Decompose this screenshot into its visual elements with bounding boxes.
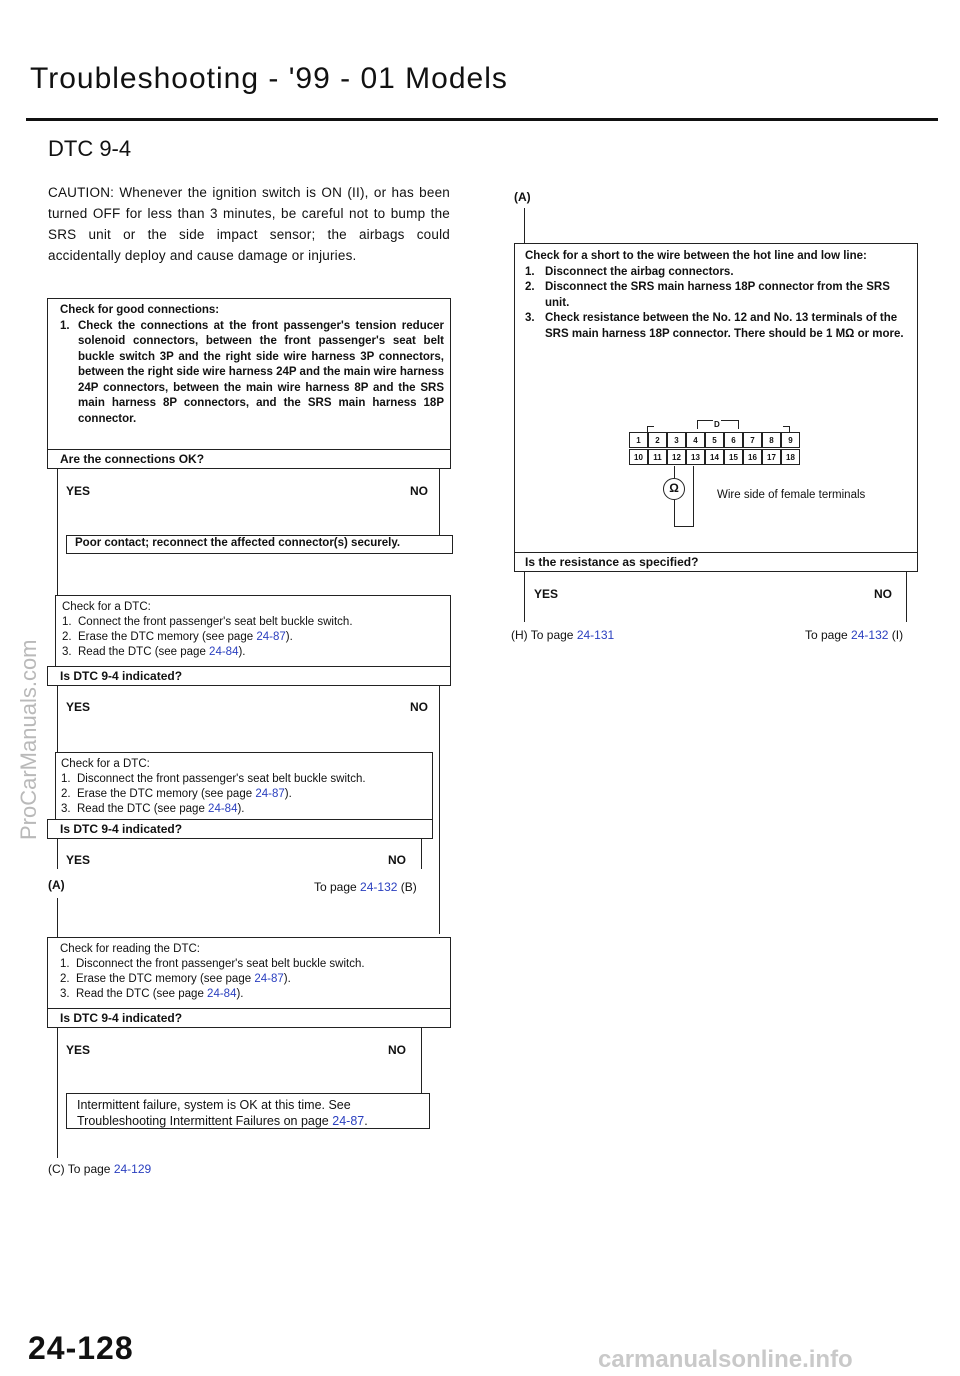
to-page-c-ref[interactable] [48, 1162, 151, 1176]
page-link-24-132[interactable]: 24-132 [851, 628, 889, 642]
side-watermark: ProCarManuals.com [16, 639, 41, 840]
connector-pin: 6 [724, 432, 743, 448]
step-number: 2. [62, 631, 72, 643]
connector-caption: Wire side of female terminals [717, 489, 866, 501]
connector-a-label: (A) [514, 190, 531, 204]
connector-pin: 2 [648, 432, 667, 448]
connector-pin: 8 [762, 432, 781, 448]
page-link-24-87[interactable]: 24-87 [254, 973, 284, 985]
check-dtc-box-1 [55, 595, 451, 667]
question-text: Are the connections OK? [60, 452, 205, 466]
yes-label: YES [66, 1043, 91, 1057]
step-text: Connect the front passenger's seat belt buckle switch. [78, 616, 353, 628]
probe-wire [693, 466, 694, 504]
step-number: 1. [60, 319, 70, 332]
page-link-24-87[interactable]: 24-87 [255, 788, 285, 800]
check-connections-box [47, 298, 451, 450]
step-number: 2. [61, 788, 71, 800]
ref-suffix: (I) [888, 628, 904, 642]
step-text: Read the DTC (see page 24-84). [78, 646, 246, 658]
connector-pin: 7 [743, 432, 762, 448]
connector-pin: 18 [781, 449, 800, 465]
connector-tab-label: D [713, 417, 721, 433]
page-link-24-84[interactable]: 24-84 [207, 988, 237, 1000]
box1-heading: Check for good connections: [60, 304, 220, 316]
to-page-h-ref[interactable] [511, 628, 614, 642]
flow-line [524, 572, 525, 622]
flow-line [439, 469, 440, 537]
box4-steps [60, 957, 450, 1002]
flow-line [421, 1028, 422, 1094]
list-item [525, 280, 911, 311]
box2-question [47, 666, 451, 686]
step-text: Disconnect the front passenger's seat belt buckle switch. [76, 958, 365, 970]
page-title: Troubleshooting - '99 - 01 Models [30, 62, 508, 95]
title-rule [26, 118, 938, 121]
page-link-24-87[interactable]: 24-87 [256, 631, 286, 643]
connector-pin: 1 [629, 432, 648, 448]
ref-prefix: To page [314, 880, 361, 894]
ohmmeter-icon: Ω [663, 478, 685, 500]
step-text: Erase the DTC memory (see page 24-87). [77, 788, 292, 800]
connector-pin: 12 [667, 449, 686, 465]
flow-line [439, 686, 440, 934]
list-item [62, 630, 450, 645]
result-text: Intermittent failure, system is OK at this time. See Troubleshooting Intermittent Failures on page [77, 1098, 351, 1128]
page-link-24-87[interactable]: 24-87 [332, 1114, 365, 1128]
probe-wire [674, 466, 675, 478]
no-label: NO [410, 484, 428, 498]
list-item [62, 645, 450, 660]
step-text: Erase the DTC memory (see page 24-87). [78, 631, 293, 643]
connector-pin: 3 [667, 432, 686, 448]
step-text: Read the DTC (see page 24-84). [77, 803, 245, 815]
probe-wire [693, 504, 694, 526]
box4-question [47, 1008, 451, 1028]
page-subtitle: DTC 9-4 [48, 136, 132, 161]
check-short-box [514, 243, 918, 553]
page-link-24-129[interactable]: 24-129 [113, 1162, 152, 1176]
connector-pin: 15 [724, 449, 743, 465]
step-text: Erase the DTC memory (see page 24-87). [76, 973, 291, 985]
yes-label: YES [66, 853, 91, 867]
no-label: NO [874, 587, 892, 601]
question-text: Is the resistance as specified? [525, 555, 699, 569]
box2-steps [62, 615, 450, 660]
question-text: Is DTC 9-4 indicated? [60, 1011, 183, 1025]
step-number: 3. [61, 803, 71, 815]
step-number: 1. [525, 265, 535, 278]
step-text: Read the DTC (see page 24-84). [76, 988, 244, 1000]
connector-pin: 16 [743, 449, 762, 465]
connector-pin: 13 [686, 449, 705, 465]
caution-text: CAUTION: Whenever the ignition switch is ON (II), or has been turned OFF for less than 3 minutes, be careful not to bump the SRS unit or the side impact sensor; the airbags could accidentally deploy and cause damage or injuries. [48, 185, 450, 263]
probe-wire [674, 526, 694, 527]
to-page-b-ref[interactable] [314, 880, 417, 894]
step-number: 1. [61, 773, 71, 785]
page-link-24-84[interactable]: 24-84 [209, 646, 239, 658]
box2-heading: Check for a DTC: [62, 601, 151, 613]
right-heading: Check for a short to the wire between the hot line and low line: [525, 250, 867, 262]
list-item [525, 265, 911, 281]
list-item [60, 972, 450, 987]
flow-line [906, 572, 907, 622]
flow-line [421, 839, 422, 869]
bottom-watermark: carmanualsonline.info [598, 1346, 853, 1373]
ref-prefix: (C) To page [48, 1162, 114, 1176]
connector-pin: 11 [648, 449, 667, 465]
flow-line [57, 898, 58, 938]
srs-18p-connector-diagram [627, 420, 866, 530]
poor-contact-result [66, 535, 453, 554]
box4-heading: Check for reading the DTC: [60, 943, 200, 955]
result-suffix: . [364, 1114, 368, 1128]
question-text: Is DTC 9-4 indicated? [60, 669, 183, 683]
box3-heading: Check for a DTC: [61, 758, 150, 770]
ref-suffix: (B) [397, 880, 417, 894]
right-question [514, 552, 918, 572]
page-number: 24-128 [28, 1330, 134, 1366]
step-number: 2. [525, 281, 535, 293]
no-label: NO [410, 700, 428, 714]
connector-pin: 9 [781, 432, 800, 448]
flow-line [57, 839, 58, 869]
list-item [61, 802, 432, 817]
list-item [61, 772, 432, 787]
page-link-24-84[interactable]: 24-84 [208, 803, 238, 815]
probe-wire [674, 500, 675, 526]
yes-label: YES [66, 484, 91, 498]
no-label: NO [388, 853, 406, 867]
connector-pins [627, 432, 807, 466]
check-dtc-box-2 [55, 752, 433, 820]
page-link-24-132[interactable]: 24-132 [360, 880, 398, 894]
step-number: 1. [62, 616, 72, 628]
flow-line [524, 208, 525, 244]
yes-label: YES [66, 700, 91, 714]
step-number: 3. [525, 312, 535, 324]
step-number: 3. [62, 646, 72, 658]
list-item [62, 615, 450, 630]
question-text: Is DTC 9-4 indicated? [60, 822, 183, 836]
result-text: Poor contact; reconnect the affected connector(s) securely. [75, 537, 401, 549]
connector-pin: 5 [705, 432, 724, 448]
yes-label: YES [534, 587, 559, 601]
list-item [60, 987, 450, 1002]
ref-prefix: To page [805, 628, 852, 642]
step-text: Check resistance between the No. 12 and No. 13 terminals of the SRS main harness 18P connector. There should be 1 MΩ or more. [545, 312, 904, 340]
list-item [60, 957, 450, 972]
box1-question [47, 449, 451, 469]
connector-a-label: (A) [48, 878, 65, 892]
step-number: 1. [60, 958, 70, 970]
step-number: 3. [60, 988, 70, 1000]
connector-pin: 17 [762, 449, 781, 465]
intermittent-failure-result [66, 1093, 430, 1129]
step-number: 2. [60, 973, 70, 985]
step-text: Disconnect the SRS main harness 18P connector from the SRS unit. [545, 281, 890, 309]
flow-line [57, 1028, 58, 1158]
step-text: Check the connections at the front passenger's tension reducer solenoid connectors, between the front passenger's seat belt buckle switch 3P and the right side wire harness 3P connectors, between the right side wire harness 24P and the main wire harness 24P connectors, between the main wire harness 8P and the SRS main harness 8P connectors, and the SRS main harness 18P connector. [78, 319, 444, 425]
list-item [61, 787, 432, 802]
step-text: Disconnect the front passenger's seat belt buckle switch. [77, 773, 366, 785]
ref-prefix: (H) To page [511, 628, 577, 642]
connector-pin: 4 [686, 432, 705, 448]
step-text: Disconnect the airbag connectors. [545, 265, 734, 278]
no-label: NO [388, 1043, 406, 1057]
box1-step [60, 319, 444, 428]
right-steps [525, 265, 911, 343]
connector-pin: 14 [705, 449, 724, 465]
flow-line [57, 469, 58, 595]
flow-line [57, 686, 58, 752]
to-page-i-ref[interactable] [805, 628, 903, 642]
connector-pin: 10 [629, 449, 648, 465]
check-reading-dtc-box [47, 937, 451, 1009]
page-link-24-131[interactable]: 24-131 [576, 628, 615, 642]
list-item [525, 311, 911, 342]
box3-steps [61, 772, 432, 817]
box3-question [47, 819, 433, 839]
